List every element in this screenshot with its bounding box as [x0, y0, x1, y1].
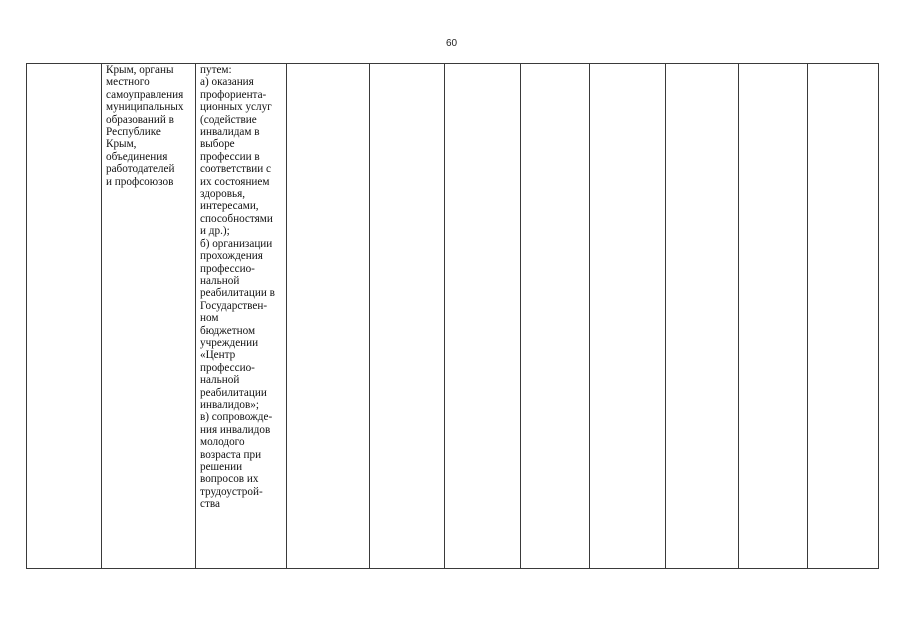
table-cell-col8 [590, 64, 666, 569]
table-cell-col6 [445, 64, 521, 569]
table-cell-col11 [808, 64, 879, 569]
table-row [27, 64, 879, 569]
table-cell-col9 [666, 64, 739, 569]
table-cell-col4 [287, 64, 370, 569]
measures-text: путем: а) оказания профориента- ционных услуг (содействие инвалидам в выборе профессии в соответствии с их состоянием здоровья, интересами, способностями и др.); б) организации прохождения профессио- нальной реабилитации в Государствен- ном бюджетном учреждении «Центр профессио- нальной реабилитации инвалидов»; в) сопровожде- ния инвалидов молодого возраста при решении вопросов их трудоустрой- ства [200, 64, 275, 511]
document-table [26, 63, 879, 569]
table-cell-measures [196, 64, 287, 569]
page-number: 60 [445, 38, 458, 49]
table-cell-col7 [521, 64, 590, 569]
table-cell-number [27, 64, 102, 569]
table-cell-col10 [739, 64, 808, 569]
table-cell-executors [102, 64, 196, 569]
executors-text: Крым, органы местного самоуправления муниципальных образований в Республике Крым, объединения работодателей и профсоюзов [106, 64, 184, 188]
table-cell-col5 [370, 64, 445, 569]
